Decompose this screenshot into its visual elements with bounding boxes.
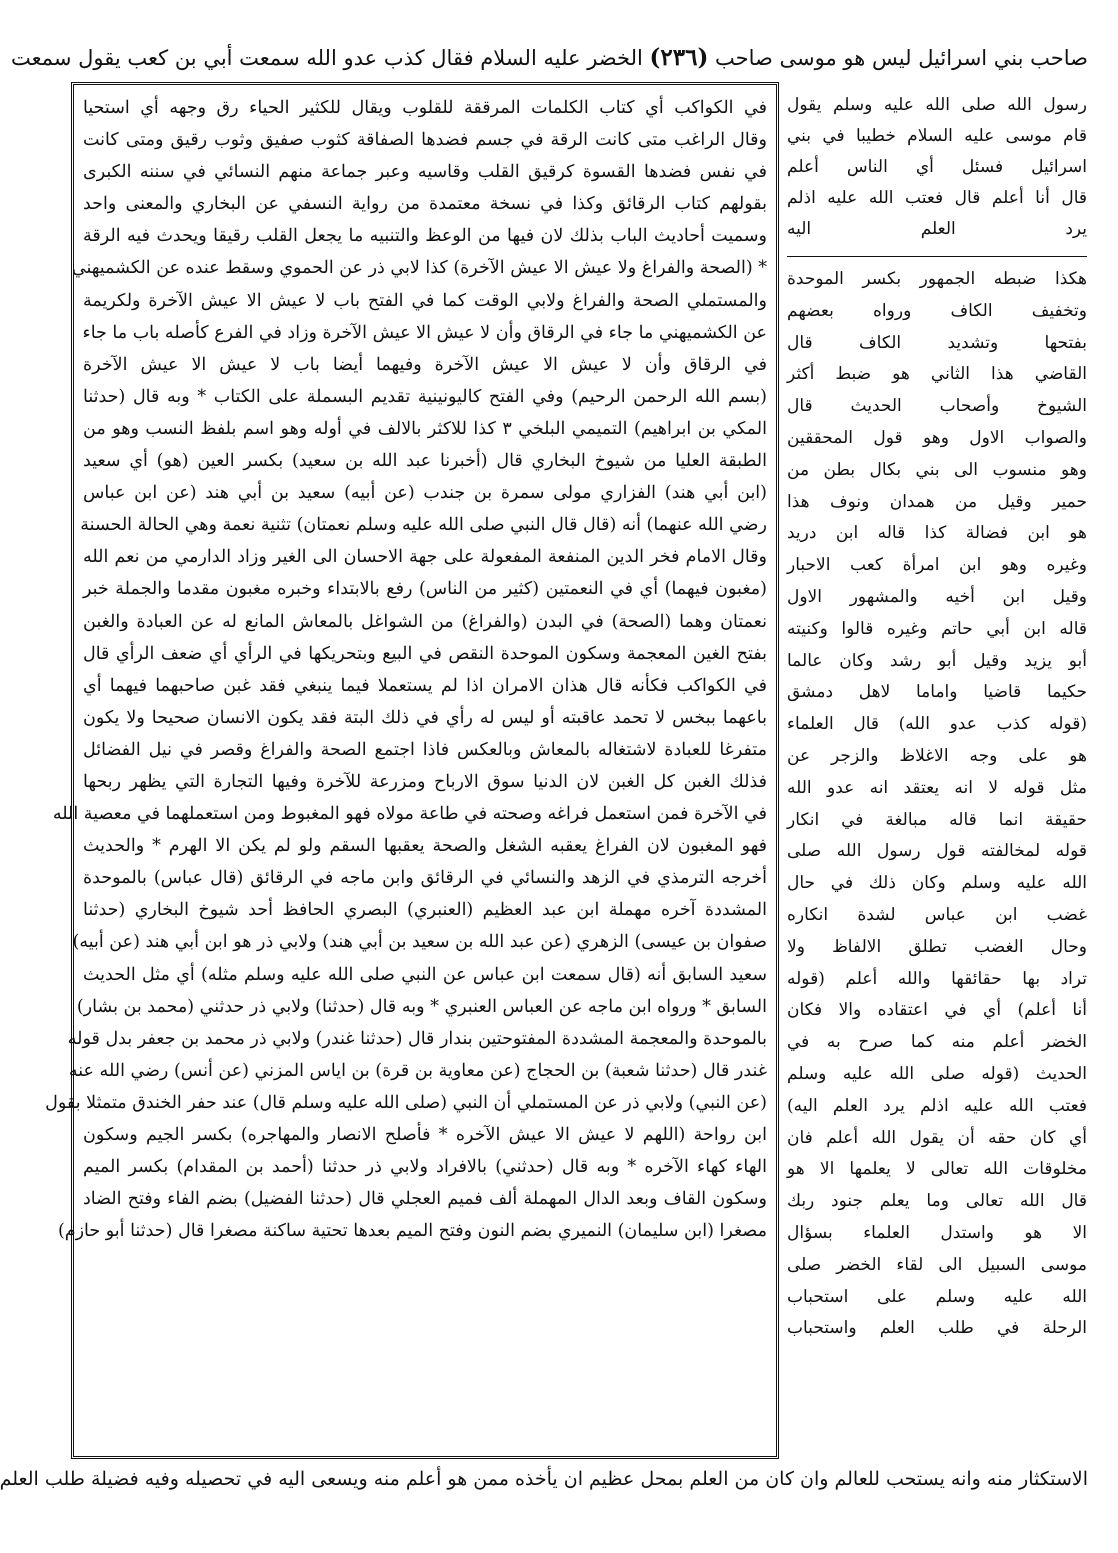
margin-hadith-text <box>787 90 1087 250</box>
main-text-line: مصغرا (ابن سليمان) النميري بضم النون وفتح الميم بعدها تحتية ساكنة مصغرا قال (حدثنا أبو حازم) <box>57 1221 767 1242</box>
margin-commentary-line: قوله لمخالفته قول رسول الله صلى <box>787 841 1087 862</box>
margin-commentary-line: قال الله تعالى وما يعلم جنود ربك <box>787 1191 1087 1212</box>
main-text-line: في الكواكب فكأنه قال هذان الامران اذا لم يستعملا فيما ينبغي فقد غبن صاحبهما فيهما أي <box>83 675 767 696</box>
header-right-text: الخضر عليه السلام فقال كذب عدو الله سمعت أبي بن كعب يقول سمعت <box>10 46 643 70</box>
margin-commentary-line: حكيما قاضيا واماما لاهل دمشق <box>787 682 1087 703</box>
main-text-line: فذلك الغبن كل الغبن لان الدنيا سوق الارباح ومزرعة للآخرة وفيها التجارة التي يظهر ربحها <box>83 771 767 792</box>
main-text-line: الهاء كهاء الآخره * وبه قال (حدثني) بالافراد ولابي ذر حدثنا (أحمد بن المقدام) بكسر الميم <box>83 1157 767 1178</box>
main-text-line: بفتح الغين المعجمة وسكون الموحدة النقص في البيع وبتحريكها في الرأي أي ضعف الرأي قال <box>83 643 767 664</box>
main-text-line: فهو المغبون لان الفراغ يعقبه الشغل والصحة يعقبها السقم ولو لم يكن الا الهرم * والحديث <box>83 836 767 857</box>
margin-commentary-line: وحال الغضب تطلق الالفاظ ولا <box>787 936 1087 957</box>
margin-commentary-line: موسى السبيل الى لقاء الخضر صلى <box>787 1254 1087 1275</box>
margin-commentary-line: حمير وقيل من همدان ونوف هذا <box>787 491 1087 512</box>
margin-commentary-line: هكذا ضبطه الجمهور بكسر الموحدة <box>787 269 1087 289</box>
main-text-line: المكي بن ابراهيم) التميمي البلخي ٣ كذا للاكثر بالالف في أوله وهو اسم بلفظ النسب وهو من <box>83 418 767 439</box>
main-text-line: في الرقاق وأن لا عيش الا عيش الآخرة وفيهما أيضا باب لا عيش الا عيش الآخرة <box>83 354 767 375</box>
main-text-line: * (الصحة والفراغ ولا عيش الا عيش الآخرة) كذا لابي ذر عن الحموي وسقط عنده عن الكشميهني <box>71 258 767 279</box>
page-number: (٢٣٦) <box>649 44 709 71</box>
main-text-line: سعيد السابق أنه (قال سمعت ابن عباس عن النبي صلى الله عليه وسلم مثله) أي مثل الحديث <box>83 964 767 985</box>
main-text-line: عن الكشميهني ما جاء في الرقاق وأن لا عيش الا عيش الآخرة وزاد في الفرع كأصله باب ما جاء <box>82 322 767 343</box>
margin-commentary-line: بفتحها وتشديد الكاف قال <box>787 332 1087 353</box>
main-text-line: وقال الامام فخر الدين المنفعة المفعولة على جهة الاحسان الى الغير وزاد الدارمي من نعم الله <box>83 547 767 568</box>
main-text-line: المشددة آخره مهملة ابن عبد العظيم (العنبري) البصري الحافظ أحد شيوخ البخاري (حدثنا <box>83 900 767 921</box>
margin-commentary <box>787 264 1087 1454</box>
footer-line: الاستكثار منه وانه يستحب للعالم وان كان من العلم بمحل عظيم ان يأخذه ممن هو أعلم منه ويسعى اليه في تحصيله وفيه فضيلة طلب العلم <box>0 1468 1088 1490</box>
main-text-line: السابق * ورواه ابن ماجه عن العباس العنبري * وبه قال (حدثنا) ولابي ذر حدثني (محمد بن بشار) <box>76 996 767 1017</box>
margin-commentary-line: القاضي هذا الثاني هو ضبط أكثر <box>787 364 1087 385</box>
main-text-line: في نفس فضدها القسوة كرقيق القلب وقاسيه وعبر جماعة منهم النسائي في سننه الكبرى <box>83 162 767 183</box>
margin-hadith-line: قال أنا أعلم قال فعتب الله عليه اذلم <box>787 188 1087 208</box>
margin-commentary-line: (قوله كذب عدو الله) قال العلماء <box>787 714 1087 735</box>
margin-commentary-line: الا هو واستدل العلماء بسؤال <box>787 1222 1087 1243</box>
margin-commentary-line: أنا أعلم) أي في اعتقاده والا فكان <box>787 1000 1087 1021</box>
margin-commentary-line: مخلوقات الله تعالى لا يعلمها الا هو <box>787 1159 1087 1180</box>
main-text-line: في الآخرة فمن استعمل فراغه وصحته في طاعة مولاه فهو المغبوط ومن استعملهما في معصية الله <box>52 804 767 825</box>
margin-commentary-line: وغيره وهو ابن امرأة كعب الاحبار <box>787 555 1087 576</box>
margin-commentary-line: هو ابن فضالة كذا قاله ابن دريد <box>787 523 1087 544</box>
margin-commentary-line: الخضر أعلم منه كما صرح به في <box>787 1032 1087 1053</box>
margin-hadith-line: رسول الله صلى الله عليه وسلم يقول <box>787 95 1087 115</box>
margin-commentary-line: الحديث (قوله صلى الله عليه وسلم <box>787 1063 1087 1084</box>
main-text-line: وسكون القاف وبعد الدال المهملة ألف فميم العجلي قال (حدثنا الفضيل) بضم الفاء وفتح الضاد <box>83 1189 767 1210</box>
main-text-line: بالموحدة والمعجمة المشددة المفتوحتين بندار قال (حدثنا غندر) ولابي ذر محمد بن جعفر بدل قوله <box>67 1028 767 1049</box>
margin-hadith-line: اسرائيل فسئل أي الناس أعلم <box>787 157 1087 177</box>
margin-commentary-line: والصواب الاول وهو قول المحققين <box>787 427 1087 448</box>
margin-hadith-line: يرد العلم اليه <box>787 219 1087 239</box>
main-text-line: ابن رواحة (اللهم لا عيش الا عيش الآخره * فأصلح الانصار والمهاجره) بكسر الجيم وسكون <box>83 1125 767 1145</box>
margin-commentary-line: تراد بها حقائقها والله أعلم (قوله <box>787 968 1087 989</box>
margin-commentary-line: فعتب الله عليه اذلم يرد العلم اليه) <box>787 1095 1087 1116</box>
main-text-line: نعمتان وهما (الصحة) في البدن (والفراغ) من الشواغل بالمعاش المانع له عن العبادة والغبن <box>83 611 767 632</box>
main-text-line: متفرغا للعبادة لاشتغاله بالمعاش وبالعكس فاذا اجتمع الصحة والفراغ وقصر في نيل الفضائل <box>83 739 767 760</box>
main-text-line: في الكواكب أي كتاب الكلمات المرققة للقلوب ويقال للكثير الحياء رق وجهه أي استحيا <box>83 98 767 118</box>
main-text-line: أخرجه الترمذي في الزهد والنسائي في الرقائق وابن ماجه في الرقائق (قال عباس) بالموحدة <box>83 868 767 889</box>
main-text-line: وقال الراغب متى كانت الرقة في جسم فضدها الصفاقة كثوب صفيق وثوب رقيق ومتى كانت <box>83 130 767 151</box>
main-text-line: صفوان بن عيسى) الزهري (عن عبد الله بن سعيد بن أبي هند) ولابي ذر هو ابن أبي هند (عن أبيه) <box>72 932 767 953</box>
main-text-line: بقولهم كتاب الرقائق وكذا في نسخة معتمدة من رواية النسفي عن البخاري والمعنى واحد <box>83 194 767 215</box>
margin-commentary-line: وهو منسوب الى بني بكال بطن من <box>787 459 1087 480</box>
margin-commentary-line: الله عليه وسلم وكان ذلك في حال <box>787 873 1087 894</box>
running-header <box>10 38 1088 78</box>
main-text-line: (عن النبي) ولابي ذر عن المستملي أن النبي (صلى الله عليه وسلم قال) عند حفر الخندق متمثلا بقول <box>45 1092 767 1113</box>
header-left-text: صاحب بني اسرائيل ليس هو موسى صاحب <box>715 46 1088 70</box>
margin-commentary-line: الرحلة في طلب العلم واستحباب <box>787 1318 1087 1339</box>
margin-commentary-line: هو على وجه الاغلاظ والزجر عن <box>787 745 1087 766</box>
main-text-line: الطبقة العليا من شيوخ البخاري قال (أخبرنا عبد الله بن سعيد) بكسر العين (هو) أي سعيد <box>83 451 767 472</box>
main-text-line: غندر قال (حدثنا شعبة) بن الحجاج (عن معاوية بن قرة) بن اياس المزني (عن أنس) رضي الله عنه <box>68 1060 767 1081</box>
main-text-line: (مغبون فيهما) أي في النعمتين (كثير من الناس) رفع بالابتداء وخبره مغبون مقدما والجملة خبر <box>83 579 767 600</box>
main-text-line: رضي الله عنهما) أنه (قال قال النبي صلى الله عليه وسلم نعمتان) تثنية نعمة وهي الحالة الحسنة <box>80 515 767 536</box>
margin-commentary-line: أي كان حقه أن يقول الله أعلم فان <box>787 1127 1087 1148</box>
main-text-line: وسميت أحاديث الباب بذلك لان فيها من الوعظ والتنبيه ما يجعل القلب رقيقا ويحدث فيه الرقة <box>83 226 767 247</box>
main-text-line: (ابن أبي هند) الفزاري مولى سمرة بن جندب (عن أبيه) سعيد بن أبي هند (عن ابن عباس <box>83 483 767 504</box>
margin-commentary-line: حقيقة انما قاله مبالغة في انكار <box>787 809 1087 830</box>
margin-commentary-line: الشيوخ وأصحاب الحديث قال <box>787 396 1087 417</box>
margin-commentary-line: غضب ابن عباس لشدة انكاره <box>787 904 1087 925</box>
margin-commentary-line: وقيل ابن أخيه والمشهور الاول <box>787 586 1087 607</box>
margin-commentary-line: قاله ابن أبي حاتم وغيره قالوا وكنيته <box>787 618 1087 639</box>
margin-commentary-line: مثل قوله لا انه يعتقد انه عدو الله <box>787 777 1087 798</box>
main-text-line: والمستملي الصحة والفراغ ولابي الوقت كما في الفتح باب لا عيش الا عيش الآخرة ولكريمة <box>83 290 767 311</box>
main-text-line: باعهما ببخس لا تحمد عاقبته أو ليس له رأي في ذلك البتة فقد يكون الانسان صحيحا ولا يكون <box>83 707 767 728</box>
margin-commentary-line: أبو يزيد وقيل أبو رشد وكان عالما <box>787 650 1087 671</box>
margin-commentary-line: وتخفيف الكاف ورواه بعضهم <box>787 300 1087 321</box>
margin-divider <box>787 256 1087 257</box>
margin-hadith-line: قام موسى عليه السلام خطيبا في بني <box>787 126 1087 146</box>
main-text-column <box>45 92 767 1450</box>
margin-commentary-line: الله عليه وسلم على استحباب <box>787 1286 1087 1307</box>
main-text-line: (بسم الله الرحمن الرحيم) وفي الفتح كاليونينية تقديم البسملة على الكتاب * وبه قال (حدثنا <box>83 386 767 407</box>
